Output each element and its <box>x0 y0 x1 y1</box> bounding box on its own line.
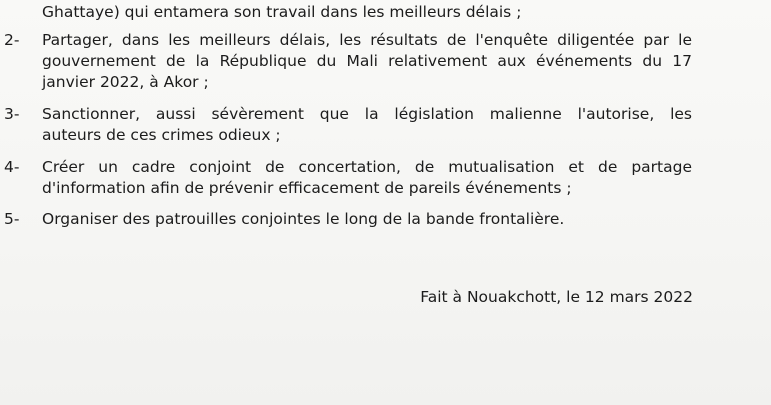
item-2-line-1: Partager, dans les meilleurs délais, les résultats de l'enquête diligentée par le <box>42 31 692 49</box>
item-2-number: 2- <box>4 31 20 49</box>
item-3-number: 3- <box>4 105 20 123</box>
place-and-date: Fait à Nouakchott, le 12 mars 2022 <box>420 288 693 306</box>
item-2-line-3: janvier 2022, à Akor ; <box>42 73 209 91</box>
item-4-line-2: d'information afin de prévenir efficacement de pareils événements ; <box>42 179 572 197</box>
item-3-line-1: Sanctionner, aussi sévèrement que la législation malienne l'autorise, les <box>42 105 692 123</box>
item-5-number: 5- <box>4 210 20 228</box>
item-4-line-1: Créer un cadre conjoint de concertation, de mutualisation et de partage <box>42 158 692 176</box>
item-2-line-2: gouvernement de la République du Mali relativement aux événements du 17 <box>42 52 692 70</box>
item-5-line-1: Organiser des patrouilles conjointes le long de la bande frontalière. <box>42 210 565 228</box>
item-3-line-2: auteurs de ces crimes odieux ; <box>42 126 281 144</box>
item-4-number: 4- <box>4 158 20 176</box>
continuation-line: Ghattaye) qui entamera son travail dans les meilleurs délais ; <box>42 3 522 21</box>
